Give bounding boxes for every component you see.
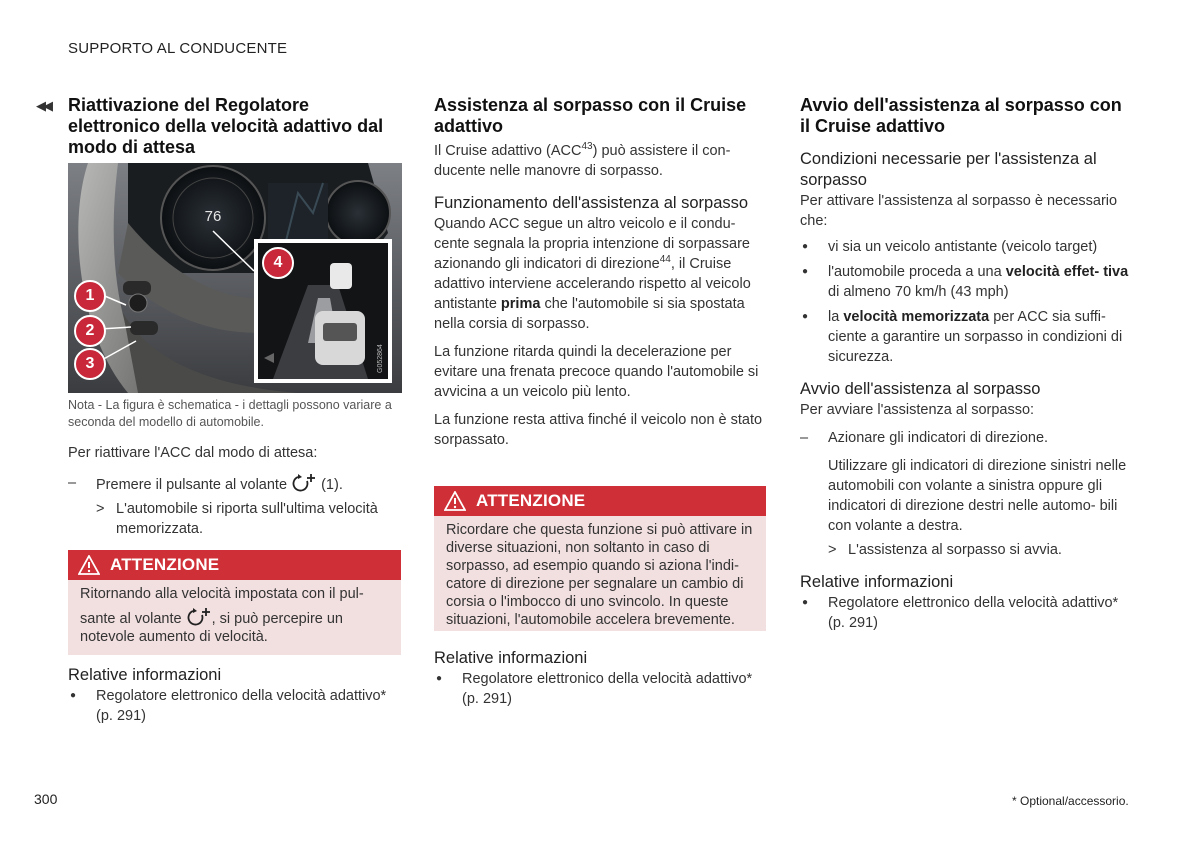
warning-title: ATTENZIONE <box>110 555 220 574</box>
warning-line-2 <box>80 607 389 628</box>
figure-code: G052864 <box>377 344 384 373</box>
warning-header <box>68 550 401 580</box>
footnote: * Optional/accessorio. <box>1012 794 1129 808</box>
col3-p1: Per attivare l'assistenza al sorpasso è necessario che: <box>800 193 1118 229</box>
warning-header <box>434 486 766 516</box>
warning-line-1: Ritornando alla velocità impostata con il pul- <box>80 586 364 602</box>
related-title: Relative informazioni <box>800 573 954 591</box>
col3-result: > L'assistenza al sorpasso si avvia. <box>828 540 1134 560</box>
col2-p4: La funzione resta attiva finché il veicolo non è stato sorpassato. <box>434 412 763 448</box>
steering-wheel-illustration <box>68 163 402 393</box>
column-3 <box>800 95 1134 633</box>
double-chevron-left-icon[interactable]: ◀◀ <box>36 98 50 113</box>
callout-4: 4 <box>262 247 294 279</box>
col1-body <box>68 397 402 539</box>
col3-bullet-3: ● la velocità memorizzata per ACC sia suffi- ciente a garantire un sorpasso in condizioni di sicurezza. <box>800 307 1134 367</box>
related-link[interactable]: ● Regolatore elettronico della velocità adattivo* (p. 291) <box>800 593 1134 633</box>
step-ref: (1). <box>321 477 343 493</box>
col1-intro: Per riattivare l'ACC dal modo di attesa: <box>68 445 318 461</box>
figure-caption: Nota - La figura è schematica - i dettagli possono variare a seconda del modello di automobile. <box>68 398 392 429</box>
col2-warning <box>434 486 766 631</box>
page-number: 300 <box>34 791 58 807</box>
col1-warning <box>68 550 401 655</box>
col3-sub2: Avvio dell'assistenza al sorpasso <box>800 380 1041 398</box>
callout-1: 1 <box>74 280 106 312</box>
col1-step <box>68 473 402 495</box>
warning-line-2a: sante al volante <box>80 611 182 627</box>
section-header: SUPPORTO AL CONDUCENTE <box>68 40 288 57</box>
col3-p2: Per avviare l'assistenza al sorpasso: <box>800 402 1035 418</box>
col3-step: – Azionare gli indicatori di direzione. <box>800 428 1134 448</box>
warning-triangle-icon <box>78 555 100 575</box>
col1-related <box>68 665 402 726</box>
related-link[interactable]: ● Regolatore elettronico della velocità adattivo* (p. 291) <box>434 669 768 709</box>
col3-bullet-2: ● l'automobile proceda a una velocità effet- tiva di almeno 70 km/h (43 mph) <box>800 262 1134 302</box>
resume-cruise-icon <box>291 473 317 493</box>
col2-p3: La funzione ritarda quindi la decelerazione per evitare una frenata precoce quando l'automobile si avvicina a un veicolo più lento. <box>434 344 759 400</box>
col3-title: Avvio dell'assistenza al sorpasso con il Cruise adattivo <box>800 95 1122 136</box>
col3-bullet-1: ● vi sia un veicolo antistante (veicolo target) <box>800 237 1134 257</box>
warning-body <box>68 580 401 655</box>
speed-readout: 76 <box>204 208 222 225</box>
steering-wheel-figure <box>68 163 402 393</box>
column-1 <box>68 95 402 158</box>
col3-step-note: Utilizzare gli indicatori di direzione sinistri nelle automobili con volante a sinistra oppure gli indicatori di direzione destri nelle automo- bili con volante a destra. <box>828 458 1127 534</box>
related-title: Relative informazioni <box>68 666 222 684</box>
col2-p2: Quando ACC segue un altro veicolo e il condu- cente segnala la propria intenzione di sorpassare azionando gli indicatori di direzione$^{44}$, il Cruise adattivo interviene accelerando rispetto al veicolo antistante prima che l'automobile si sia spostata nella corsia di sorpasso. <box>434 216 751 332</box>
resume-cruise-icon <box>186 607 212 627</box>
related-title: Relative informazioni <box>434 649 588 667</box>
col2-p1: Il Cruise adattivo (ACC$^{43}$) può assistere il con- ducente nelle manovre di sorpasso. <box>434 141 731 179</box>
col1-title: Riattivazione del Regolatore elettronico della velocità adattivo dal modo di attesa <box>68 95 384 157</box>
related-link[interactable]: ● Regolatore elettronico della velocità adattivo* (p. 291) <box>68 686 402 726</box>
col2-related <box>434 648 768 709</box>
warning-triangle-icon <box>444 491 466 511</box>
step-text: Premere il pulsante al volante <box>96 477 288 493</box>
col3-sub1: Condizioni necessarie per l'assistenza al sorpasso <box>800 150 1097 189</box>
col2-sub1: Funzionamento dell'assistenza al sorpasso <box>434 194 749 212</box>
warning-body: Ricordare che questa funzione si può attivare in diverse situazioni, non soltanto in caso di sorpasso, ad esempio quando si aziona l'indi- catore di direzione per segnalare un cambio di corsia o l'imbocco di uno svincolo. In queste situazioni, l'automobile accelera brevemente. <box>434 516 766 631</box>
warning-line-3: notevole aumento di velocità. <box>80 629 268 645</box>
callout-2: 2 <box>74 315 106 347</box>
warning-line-2b: , si può percepire un <box>211 611 343 627</box>
col1-result: > L'automobile si riporta sull'ultima velocità memorizzata. <box>96 499 402 539</box>
warning-title: ATTENZIONE <box>476 491 586 510</box>
column-2 <box>434 95 768 450</box>
callout-3: 3 <box>74 348 106 380</box>
col2-title: Assistenza al sorpasso con il Cruise adattivo <box>434 95 747 136</box>
